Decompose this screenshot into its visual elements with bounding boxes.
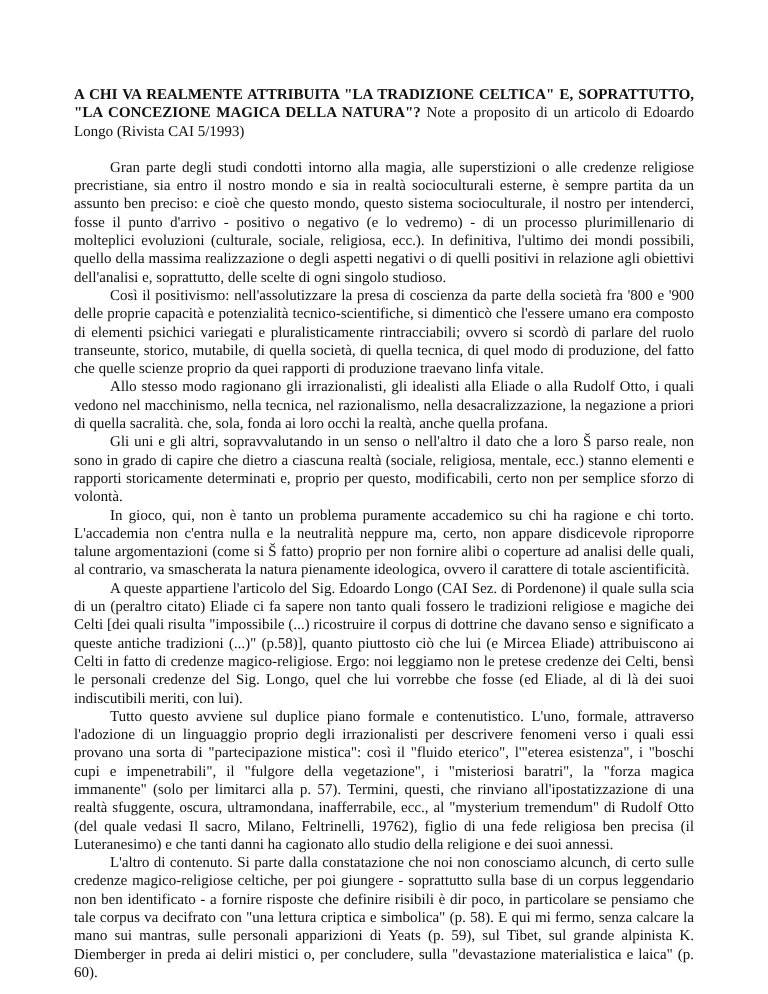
document-title: A CHI VA REALMENTE ATTRIBUITA "LA TRADIZIONE CELTICA" E, SOPRATTUTTO, "LA CONCEZIONE MAGICA DELLA NATURA"? (74, 87, 694, 122)
paragraph-6: A queste appartiene l'articolo del Sig. Edoardo Longo (CAI Sez. di Pordenone) il quale sulla scia di un (peraltro citato) Eliade ci fa sapere non tanto quali fossero le tradizioni religiose e magiche dei Celti [dei quali risulta "impossibile (...) ricostruire il corpus di dottrine che davano senso e significato a queste antiche tradizioni (...)" (p.58)], quanto piuttosto ciò che lui (e Mircea Eliade) attribuiscono ai Celti in fatto di credenze magico-religiose. Ergo: noi leggiamo non le pretese credenze dei Celti, bensì le personali credenze del Sig. Longo, quel che lui vorrebbe che fosse (ed Eliade, al di là dei suoi indiscutibili meriti, con lui). (74, 580, 694, 707)
paragraph-2: Così il positivismo: nell'assolutizzare la presa di coscienza da parte della società fra '800 e '900 delle proprie capacità e potenzialità tecnico-scientifiche, si dimenticò che l'essere umano era composto di elementi psichici variegati e pluralisticamente rintracciabili; ovvero si scordò di parlare del ruolo transeunte, storico, mutabile, di quella società, di quella tecnica, di quel modo di produzione, del fatto che quelle scienze proprio da quei rapporti di produzione traevano linfa vitale. (74, 287, 694, 378)
paragraph-4: Gli uni e gli altri, sopravvalutando in un senso o nell'altro il dato che a loro Š parso reale, non sono in grado di capire che dietro a ciascuna realtà (sociale, religiosa, mentale, ecc.) stanno elementi e rapporti storicamente determinati e, proprio per questo, modificabili, certo non per semplice sforzo di volontà. (74, 434, 694, 506)
document-page (74, 86, 694, 982)
paragraph-1: Gran parte degli studi condotti intorno alla magia, alle superstizioni o alle credenze religiose precristiane, sia entro il nostro mondo e sia in realtà socioculturali esterne, è sempre partita da un assunto ben preciso: e cioè che questo mondo, questo sistema socioculturale, il nostro per intenderci, fosse il punto d'arrivo - positivo o negativo (e lo vedremo) - di un processo plurimillenario di molteplici evoluzioni (culturale, sociale, religiosa, ecc.). In definitiva, l'ultimo dei mondi possibili, quello della massima realizzazione o degli aspetti negativi o di quelli positivi in relazione agli obiettivi dell'analisi e, soprattutto, delle scelte di ogni singolo studioso. (74, 159, 694, 286)
paragraph-5: In gioco, qui, non è tanto un problema puramente accademico su chi ha ragione e chi torto. L'accademia non c'entra nulla e la neutralità neppure ma, certo, non appare disdicevole riproporre talune argomentazioni (come si Š fatto) proprio per non fornire alibi o coperture ad analisi delle quali, al contrario, va smascherata la natura pienamente ideologica, ovvero il carattere di totale ascientificità. (74, 507, 694, 579)
paragraph-3: Allo stesso modo ragionano gli irrazionalisti, gli idealisti alla Eliade o alla Rudolf Otto, i quali vedono nel macchinismo, nella tecnica, nel razionalismo, nella desacralizzazione, la negazione a priori di quella sacralità. che, sola, fonda ai loro occhi la realtà, anche quella profana. (74, 379, 694, 433)
paragraph-7: Tutto questo avviene sul duplice piano formale e contenutistico. L'uno, formale, attraverso l'adozione di un linguaggio proprio degli irrazionalisti per descrivere fenomeni verso i quali essi provano una sorta di "partecipazione mistica": così il "fluido eterico", l'"eterea esistenza", i "boschi cupi e impenetrabili", il "fulgore della vegetazione", i "misteriosi baratri", la "forza magica immanente" (solo per limitarci alla p. 57). Termini, questi, che rinviano all'ipostatizzazione di una realtà sfuggente, oscura, ultramondana, inafferrabile, ecc., al "mysterium tremendum" di Rudolf Otto (del quale vedasi Il sacro, Milano, Feltrinelli, 19762), figlio di una fede religiosa ben precisa (il Luteranesimo) e che tanti danni ha cagionato allo studio della religione e dei suoi annessi. (74, 708, 694, 853)
document-subtitle: Note a proposito di un articolo di Edoardo Longo (Rivista CAI 5/1993) (74, 105, 694, 140)
paragraph-8: L'altro di contenuto. Si parte dalla constatazione che noi non conosciamo alcunch, di certo sulle credenze magico-religiose celtiche, per poi giungere - soprattutto sulla base di un corpus leggendario non ben identificato - a fornire risposte che definire risibili è dir poco, in particolare se pensiamo che tale corpus va decifrato con "una lettura criptica e simbolica" (p. 58). E qui mi fermo, senza calcare la mano sui mantras, sulle personali apparizioni di Yeats (p. 59), sul Tibet, sul grande alpinista K. Diemberger in preda ai deliri mistici o, per concludere, sulla "devastazione materialistica e laica" (p. 60). (74, 855, 694, 981)
document-heading (74, 86, 694, 141)
